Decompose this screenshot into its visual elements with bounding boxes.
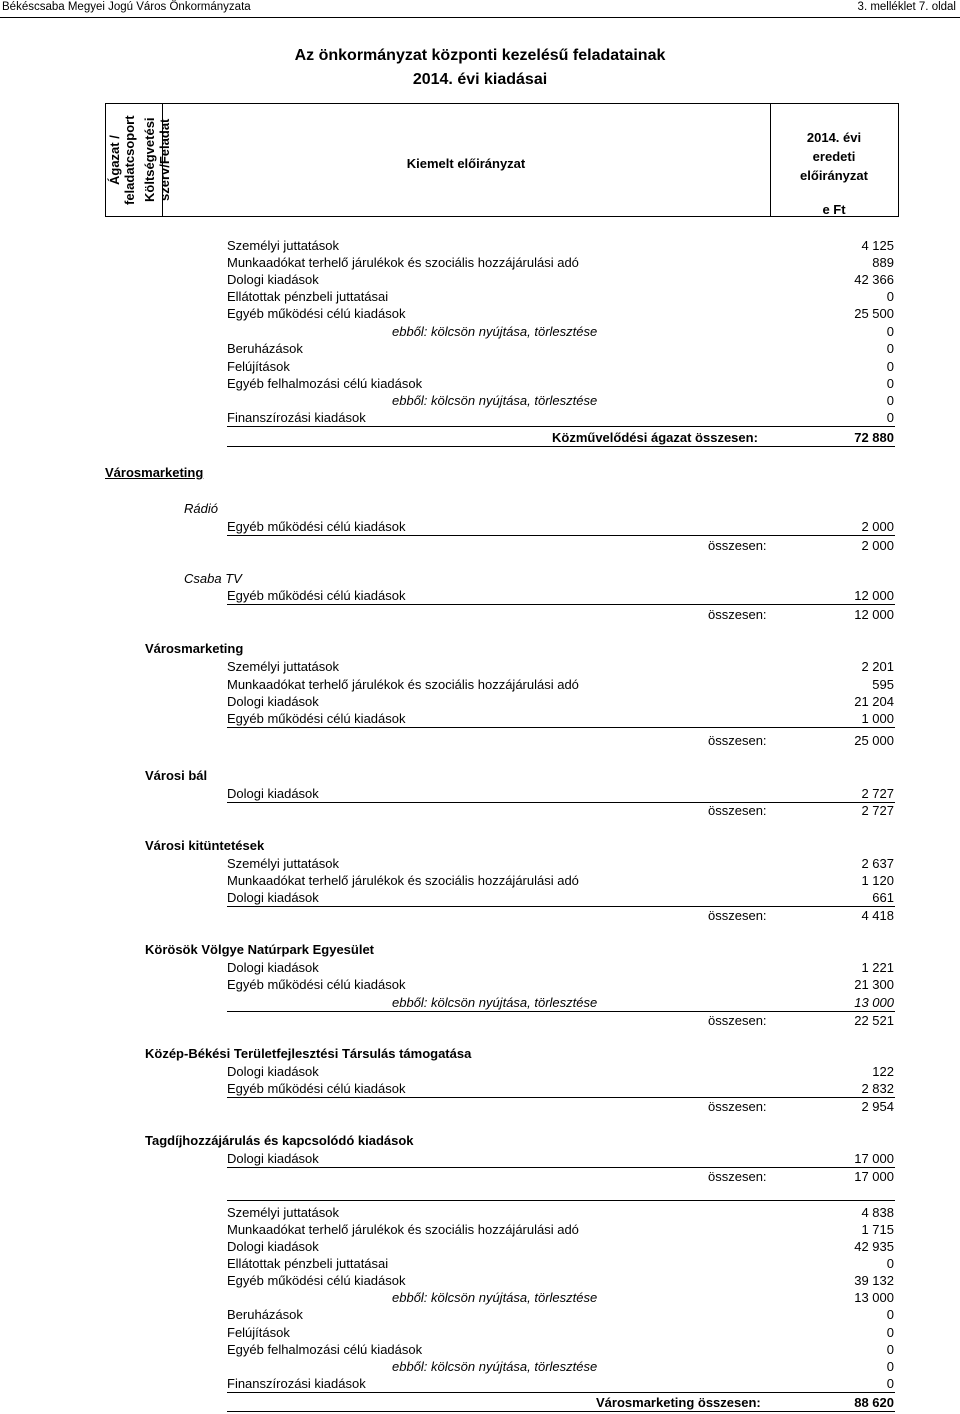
group-name: Rádió	[184, 501, 218, 516]
row-label: Finanszírozási kiadások	[227, 410, 366, 425]
row-value: 0	[886, 1307, 894, 1322]
column-header-unit-eft: e Ft	[822, 202, 846, 217]
column-header-unit: Költségvetési szerv/Feladat	[142, 117, 172, 203]
row-label: Munkaadókat terhelő járulékok és szociális hozzájárulási adó	[227, 677, 579, 692]
row-label: Felújítások	[227, 359, 290, 374]
group-total-label: összesen:	[708, 733, 767, 748]
row-label: ebből: kölcsön nyújtása, törlesztése	[392, 324, 598, 339]
row-value: 17 000	[854, 1151, 894, 1166]
document-title: Az önkormányzat központi kezelésű feladatainak	[294, 47, 666, 64]
group-total-label: összesen:	[708, 1013, 767, 1028]
group-name: Csaba TV	[184, 571, 242, 586]
row-label: Személyi juttatások	[227, 238, 339, 253]
row-label: Munkaadókat terhelő járulékok és szociális hozzájárulási adó	[227, 255, 579, 270]
column-header-appropriation: Kiemelt előirányzat	[406, 156, 526, 171]
document-subtitle: 2014. évi kiadásai	[412, 71, 548, 88]
row-label: Felújítások	[227, 1325, 290, 1340]
group-total-value: 25 000	[854, 733, 894, 748]
row-value: 1 000	[861, 711, 894, 726]
row-label: ebből: kölcsön nyújtása, törlesztése	[392, 1290, 598, 1305]
group-total-value: 2 000	[861, 538, 894, 553]
row-value: 0	[886, 1325, 894, 1340]
row-label: Beruházások	[227, 1307, 303, 1322]
row-value: 0	[886, 289, 894, 304]
group-total-value: 12 000	[854, 607, 894, 622]
group-total-label: összesen:	[708, 803, 767, 818]
row-value: 42 366	[854, 272, 894, 287]
row-value: 0	[886, 341, 894, 356]
group-total-label: összesen:	[708, 538, 767, 553]
group-total-value: 4 418	[861, 908, 894, 923]
row-value: 0	[886, 393, 894, 408]
row-value: 2 727	[861, 786, 894, 801]
group-name: Körösök Völgye Natúrpark Egyesület	[145, 942, 375, 957]
row-label: Egyéb felhalmozási célú kiadások	[227, 1342, 423, 1357]
row-value: 0	[886, 1342, 894, 1357]
sector-title: Városmarketing	[105, 465, 204, 480]
organization-name: Békéscsaba Megyei Jogú Város Önkormányzata	[2, 1, 251, 13]
row-label: ebből: kölcsön nyújtása, törlesztése	[392, 995, 598, 1010]
group-name: Tagdíjhozzájárulás és kapcsolódó kiadások	[145, 1133, 414, 1148]
row-label: Egyéb működési célú kiadások	[227, 519, 406, 534]
row-value: 0	[886, 359, 894, 374]
row-value: 21 204	[854, 694, 894, 709]
row-value: 0	[886, 1359, 894, 1374]
row-value: 2 000	[861, 519, 894, 534]
sector-total-label: Közművelődési ágazat összesen:	[552, 430, 758, 445]
row-label: Dologi kiadások	[227, 1151, 319, 1166]
group-total-value: 17 000	[854, 1169, 894, 1184]
row-label: Munkaadókat terhelő járulékok és szociális hozzájárulási adó	[227, 1222, 579, 1237]
sector-total-value: 72 880	[854, 430, 894, 445]
row-value: 0	[886, 376, 894, 391]
row-label: Ellátottak pénzbeli juttatásai	[227, 1256, 389, 1271]
row-value: 595	[872, 677, 894, 692]
row-label: Egyéb működési célú kiadások	[227, 1081, 406, 1096]
group-name: Városi kitüntetések	[145, 838, 265, 853]
grand-total-value: 88 620	[854, 1395, 894, 1410]
row-label: Dologi kiadások	[227, 694, 319, 709]
page-header	[0, 0, 960, 17]
row-label: Egyéb működési célú kiadások	[227, 1273, 406, 1288]
row-label: Egyéb működési célú kiadások	[227, 977, 406, 992]
row-label: Egyéb működési célú kiadások	[227, 588, 406, 603]
group-name: Közép-Békési Területfejlesztési Társulás támogatása	[145, 1046, 472, 1061]
row-label: Ellátottak pénzbeli juttatásai	[227, 289, 389, 304]
row-label: Egyéb működési célú kiadások	[227, 306, 406, 321]
row-value: 0	[886, 324, 894, 339]
row-label: Beruházások	[227, 341, 303, 356]
row-value: 0	[886, 410, 894, 425]
row-label: Dologi kiadások	[227, 1239, 319, 1254]
row-value: 0	[886, 1376, 894, 1391]
row-label: Dologi kiadások	[227, 1064, 319, 1079]
grand-total-label: Városmarketing összesen:	[596, 1395, 761, 1410]
row-value: 661	[872, 890, 894, 905]
row-label: Dologi kiadások	[227, 272, 319, 287]
row-label: Finanszírozási kiadások	[227, 1376, 366, 1391]
group-total-label: összesen:	[708, 1099, 767, 1114]
column-header-sector: Ágazat / feladatcsoport	[107, 115, 137, 205]
group-total-value: 22 521	[854, 1013, 894, 1028]
row-value: 122	[872, 1064, 894, 1079]
group-total-value: 2 727	[861, 803, 894, 818]
row-label: ebből: kölcsön nyújtása, törlesztése	[392, 393, 598, 408]
row-value: 2 832	[861, 1081, 894, 1096]
row-value: 889	[872, 255, 894, 270]
row-label: Dologi kiadások	[227, 890, 319, 905]
row-label: Személyi juttatások	[227, 856, 339, 871]
row-value: 1 120	[861, 873, 894, 888]
group-total-value: 2 954	[861, 1099, 894, 1114]
row-value: 21 300	[854, 977, 894, 992]
row-value: 4 125	[861, 238, 894, 253]
page-number: 3. melléklet 7. oldal	[857, 1, 956, 13]
row-value: 2 637	[861, 856, 894, 871]
row-value: 1 221	[861, 960, 894, 975]
row-value: 1 715	[861, 1222, 894, 1237]
row-label: Egyéb felhalmozási célú kiadások	[227, 376, 423, 391]
row-label: Dologi kiadások	[227, 786, 319, 801]
row-value: 42 935	[854, 1239, 894, 1254]
row-value: 39 132	[854, 1273, 894, 1288]
row-value: 25 500	[854, 306, 894, 321]
table-header	[105, 103, 899, 217]
row-value: 4 838	[861, 1205, 894, 1220]
row-label: Személyi juttatások	[227, 1205, 339, 1220]
group-name: Városmarketing	[145, 641, 244, 656]
row-label: Személyi juttatások	[227, 659, 339, 674]
row-value: 12 000	[854, 588, 894, 603]
group-name: Városi bál	[145, 768, 208, 783]
row-value: 13 000	[854, 995, 894, 1010]
group-total-label: összesen:	[708, 1169, 767, 1184]
group-total-label: összesen:	[708, 908, 767, 923]
row-value: 0	[886, 1256, 894, 1271]
row-label: Munkaadókat terhelő járulékok és szociális hozzájárulási adó	[227, 873, 579, 888]
row-label: Dologi kiadások	[227, 960, 319, 975]
row-label: ebből: kölcsön nyújtása, törlesztése	[392, 1359, 598, 1374]
row-value: 2 201	[861, 659, 894, 674]
row-value: 13 000	[854, 1290, 894, 1305]
row-label: Egyéb működési célú kiadások	[227, 711, 406, 726]
group-total-label: összesen:	[708, 607, 767, 622]
column-header-budget: 2014. évi eredeti előirányzat	[800, 130, 868, 183]
